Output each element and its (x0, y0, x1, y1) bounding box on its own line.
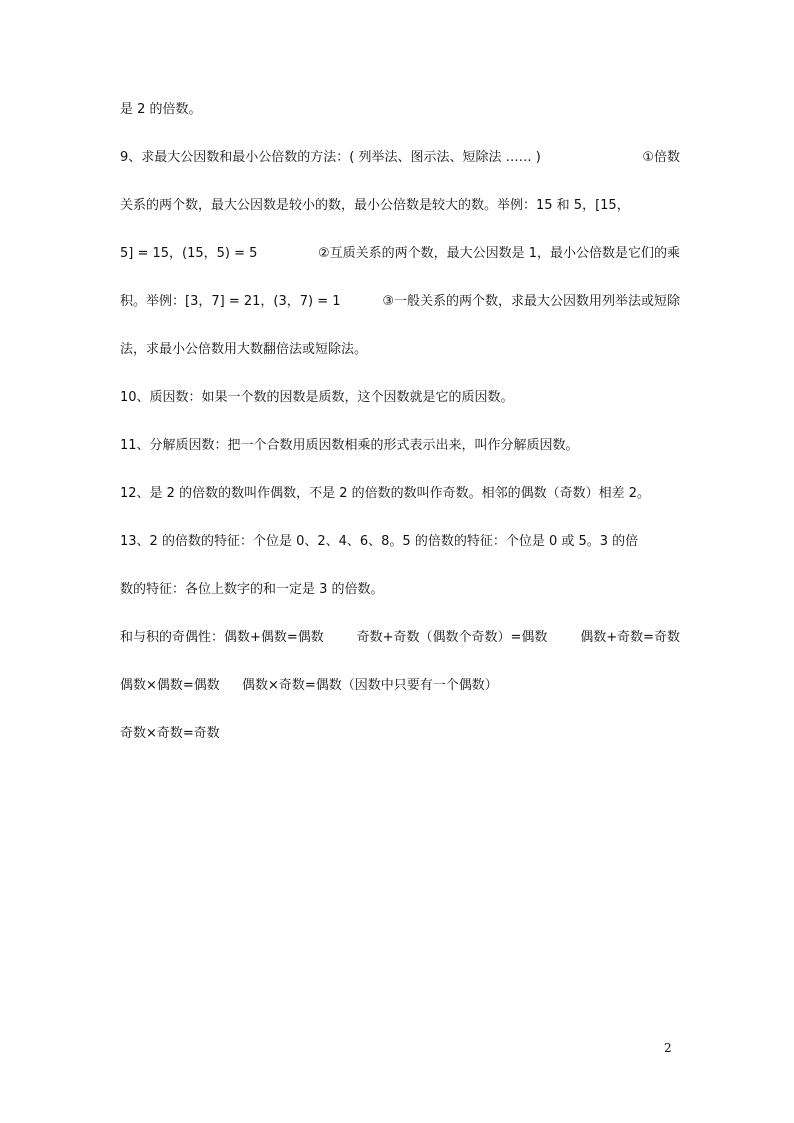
text-segment: ③一般关系的两个数，求最大公因数用列举法或短除 (382, 294, 680, 309)
text-segment: ①倍数 (642, 150, 680, 165)
text-line: 数的特征：各位上数字的和一定是 3 的倍数。 (120, 582, 384, 597)
text-segment: 偶数+奇数=奇数 (580, 630, 680, 645)
text-line: 是 2 的倍数。 (120, 102, 202, 117)
text-segment: 偶数×奇数=偶数（因数中只要有一个偶数） (241, 678, 498, 693)
text-segment: 9、求最大公因数和最小公倍数的方法：( 列举法、图示法、短除法 …… ) (120, 150, 541, 165)
text-line (120, 294, 680, 310)
text-segment: 偶数×偶数=偶数 (120, 678, 220, 693)
page-number: 2 (664, 1041, 672, 1055)
text-segment: 5] = 15，(15，5) = 5 (120, 246, 258, 261)
text-line: 关系的两个数，最大公因数是较小的数，最小公倍数是较大的数。举例：15 和 5，[15， (120, 198, 630, 213)
text-line: 法，求最小公倍数用大数翻倍法或短除法。 (120, 342, 368, 357)
text-line: 11、分解质因数：把一个合数用质因数相乘的形式表示出来，叫作分解质因数。 (120, 438, 579, 453)
text-line (120, 150, 680, 166)
text-line: 12、是 2 的倍数的数叫作偶数，不是 2 的倍数的数叫作奇数。相邻的偶数（奇数）相差 2。 (120, 486, 651, 501)
text-segment: 积。举例：[3，7] = 21，(3，7) = 1 (120, 294, 341, 309)
text-segment: 奇数+奇数（偶数个奇数）=偶数 (356, 630, 548, 645)
text-line: 10、质因数：如果一个数的因数是质数，这个因数就是它的质因数。 (120, 390, 514, 405)
text-line (120, 246, 680, 262)
text-segment: ②互质关系的两个数，最大公因数是 1，最小公倍数是它们的乘 (317, 246, 680, 261)
text-line (120, 678, 680, 694)
text-line: 奇数×奇数=奇数 (120, 726, 220, 741)
text-line (120, 630, 680, 646)
text-segment: 和与积的奇偶性：偶数+偶数=偶数 (120, 630, 324, 645)
text-line: 13、2 的倍数的特征：个位是 0、2、4、6、8。5 的倍数的特征：个位是 0 或 5。3 的倍 (120, 534, 639, 549)
